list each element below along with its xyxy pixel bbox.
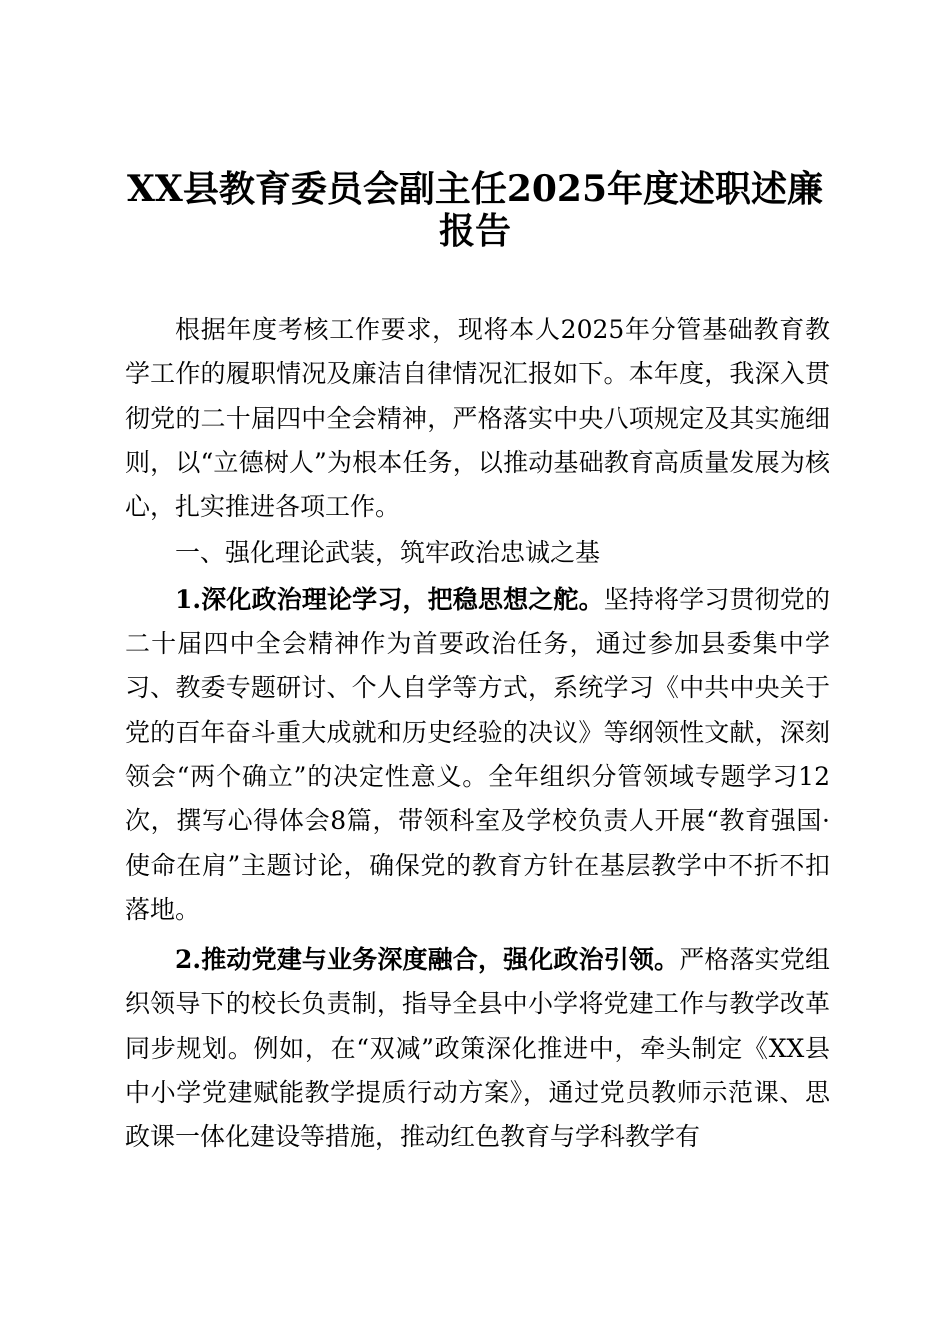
item-1-lead: 1.深化政治理论学习，把稳思想之舵。 [175, 584, 604, 614]
item-2-paragraph [125, 938, 830, 1159]
section-heading: 一、强化理论武装，筑牢政治忠诚之基 [175, 538, 601, 568]
document-title: XX县教育委员会副主任2025年度述职述廉报告 [126, 168, 824, 252]
item-2-lead: 2.推动党建与业务深度融合，强化政治引领。 [175, 945, 680, 975]
item-1-body: 坚持将学习贯彻党的二十届四中全会精神作为首要政治任务，通过参加县委集中学习、教委专题研讨、个人自学等方式，系统学习《中共中央关于党的百年奋斗重大成就和历史经验的决议》等纲领性文献，深刻领会“两个确立”的决定性意义。全年组织分管领域专题学习12次，撰写心得体会8篇，带领科室及学校负责人开展“教育强国·使命在肩”主题讨论，确保党的教育方针在基层教学中不折不扣落地。 [125, 584, 830, 924]
item-2-body: 严格落实党组织领导下的校长负责制，指导全县中小学将党建工作与教学改革同步规划。例如，在“双减”政策深化推进中，牵头制定《XX县中小学党建赋能教学提质行动方案》，通过党员教师示范课、思政课一体化建设等措施，推动红色教育与学科教学有 [125, 945, 830, 1152]
document-body [125, 308, 830, 1160]
item-1-paragraph [125, 578, 830, 932]
intro-paragraph: 根据年度考核工作要求，现将本人2025年分管基础教育教学工作的履职情况及廉洁自律情况汇报如下。本年度，我深入贯彻党的二十届四中全会精神，严格落实中央八项规定及其实施细则，以“立德树人”为根本任务，以推动基础教育高质量发展为核心，扎实推进各项工作。 [125, 315, 830, 522]
